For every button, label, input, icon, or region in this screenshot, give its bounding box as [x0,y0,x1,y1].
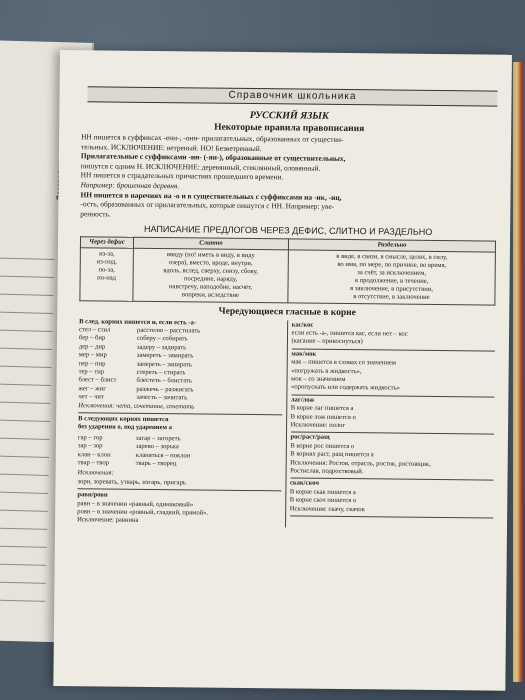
exception-text: Исключения: чета, сочетание, сочетать [78,401,195,411]
rule-block-title: кас/кос [291,320,314,329]
root-pair: жег – жиг [78,384,106,393]
rule-block-line: Исключение: полог [290,421,346,430]
example-pair: зарево – зорька [135,443,179,451]
root-pair: дер – дир [78,342,106,351]
exception-text-2: зори, зоревать, утварь, изгарь, пригарь [77,478,186,487]
example-pair: расстелю – расстилать [137,326,201,335]
rule-block-line: (касание – прикоснуться) [291,337,363,346]
rule-line: тельных. ИСКЛЮЧЕНИЕ: ветреный. НО! Безветренный. [80,141,262,153]
ravn-lines [77,500,281,527]
root-pair-row [78,459,282,470]
rule-line: ренность. [80,208,111,219]
alternation-columns [77,318,495,530]
ravn-title: равн/ровн [77,491,108,499]
table-row [80,248,496,305]
rule-block-line: В корне лож пишется о [290,413,356,421]
rule-block-line: Исключения: Ростов, отрасль, росток, ростовщик, [290,459,431,468]
root-pairs-2 [78,434,282,470]
example-pair: зачесть – зачитать [136,394,188,402]
example-pair: стереть – стирать [136,368,186,377]
alternation-title: Чередующиеся гласные в корне [218,306,356,319]
exception-label: Исключения: [77,469,114,478]
rule-block-line: мок – со значением [291,375,346,383]
rule-block-title: лаг/лож [290,396,315,404]
rule-line: пишутся с одним Н. ИСКЛЮЧЕНИЕ: деревянный, стеклянный, оловянный. [80,161,321,173]
page-header: Справочник школьника [87,86,497,106]
root-pair: чет – чит [78,393,104,401]
example-pair: разжечь – разжигать [136,385,194,394]
left-intro-2b: без ударения о, под ударением а [78,423,173,432]
ravn-line: равн – в значении «равный, одинаковый» [77,499,194,509]
rule-block-line: В корне скоч пишется о [289,496,357,505]
example-pair: кланяться – поклон [135,451,191,460]
example-pair: задеру – задирать [136,343,187,352]
rule-block [290,433,494,481]
rules-text [80,132,497,223]
table-header: Раздельно [288,239,495,252]
prepositions-table [79,236,496,305]
rule-block [291,320,495,351]
rule-line: Например: брошенная деревня. [80,180,180,191]
rule-block-title: скак/скоч [289,479,320,488]
book-edge [513,62,523,682]
left-column [77,318,288,528]
rule-block [291,349,495,397]
rule-block [291,395,495,435]
table-cell: ввиду (но! иметь в виду, в виду озера), вместо, вроде, внутри, вдоль, вслед, сверху, снизу, сбоку, посредине, наряду, навстречу, наподобие, насчёт, вопреки, вследствие [133,248,289,303]
example-pair: замереть – замирать [136,351,194,360]
root-pair: твар – твор [77,459,109,467]
root-pair: блест – блист [78,376,117,384]
ravn-line: ровн – в значении «ровный, гладкий, прямой». [77,508,209,517]
example-pair: загар – загореть [135,434,181,443]
right-column [286,320,496,530]
root-pair: зар – зор [77,442,103,450]
rule-block-title: мак/мок [291,350,317,358]
rules-title: Некоторые правила правописания [214,122,365,135]
table-header: Через дефис [80,237,133,249]
rule-block-line: В корне лаг пишется а [290,404,354,413]
ruled-lines [0,240,55,602]
root-pair: клан – клон [77,450,111,459]
rule-line: -ость, образованных от прилагательных, которые пишутся с НН. Например: уве- [80,199,335,212]
rule-block-line: Исключения: скачу, скачок [289,505,365,513]
rule-line: Прилагательные с суффиксами -ин- (-ян-), образованные от существительных, [80,151,346,164]
rule-block-line: В корнях раст, ращ пишется а [290,450,374,459]
rule-block-line: Ростислав, подростковый. [290,467,364,476]
root-pair: тер – тир [78,368,105,376]
root-pairs [78,326,282,404]
ravn-line: Исключение: равнина [77,516,139,525]
left-intro-2: В следующих корнях пишется [78,415,169,424]
example-pair: тварь – творец [135,459,177,468]
example-pair: запереть – запирать [136,360,192,368]
example-pair: блестеть – блистать [136,377,192,385]
rule-block-line: если есть -а-, пишется кас, если нет – кос [291,329,408,338]
rule-line: НН пишется в суффиксах -енн-, -онн- прилагательных, образованных от существи- [81,132,344,144]
example-pair: соберу – собирать [136,335,188,343]
rule-block-line: В корне скак пишется а [289,488,356,496]
root-pair: бер – бир [78,334,106,342]
page-content [77,108,497,529]
rule-block-line: мак – пишется в словах со значением [291,358,397,367]
rule-block-line: «погружать в жидкость», [291,367,362,375]
table-header: Слитно [133,237,288,250]
table-cell: из-за, из-под, по-за, по-над [80,248,134,302]
prepositions-title: НАПИСАНИЕ ПРЕДЛОГОВ ЧЕРЕЗ ДЕФИС, СЛИТНО И РАЗДЕЛЬНО [143,224,433,238]
root-pair: гар – гор [77,434,103,442]
left-intro: В след. корнях пишется и, если есть -а- [79,317,197,326]
table-cell: в виде, в связи, в смысле, целях, в силу, во имя, по мере, по причине, во время, за счёт, за исключением, в продолжение, в течение, в заключение, в присутствии, в отсутствие, в заключение [288,250,496,305]
rule-block-line: «пропускать или содержать жидкость» [290,383,400,392]
rule-block [290,479,494,519]
rule-line: НН пишется в наречиях на -о и в существительных с суффиксами на -ик, -иц, [80,189,342,202]
rule-block-line: В корне рос пишется о [290,442,355,450]
rule-block-title: рос/раст/ращ [290,433,330,442]
root-pair: пер – пир [78,359,106,368]
book-page [53,50,512,691]
rule-line: НН пишется в страдательных причастиях прошедшего времени. [80,170,284,182]
root-pair: мер – мир [78,351,107,359]
root-pair: стел – стил [79,326,111,334]
section-title: РУССКИЙ ЯЗЫК [249,109,329,122]
